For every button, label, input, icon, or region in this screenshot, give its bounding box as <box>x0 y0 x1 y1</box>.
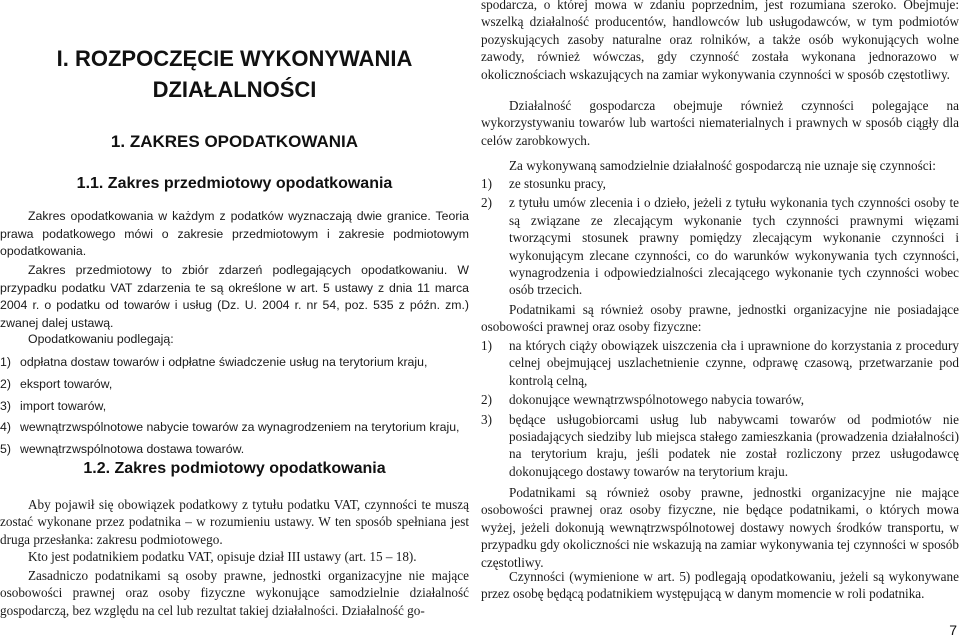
list-text: wewnątrzwspólnotowe nabycie towarów za wynagrodzeniem na terytorium kraju, <box>20 420 460 435</box>
paragraph: Za wykonywaną samodzielnie działalność gospodarczą nie uznaje się czynności: <box>509 158 936 173</box>
list-item <box>481 391 959 408</box>
section-title: 1. ZAKRES OPODATKOWANIA <box>110 132 359 151</box>
list-text: na których ciąży obowiązek uiszczenia cła i uprawnione do korzystania z procedury celnej obejmującej uszlachetnienie czynne, odprawę czasową, przetwarzanie pod kontrolą celną, <box>509 338 959 388</box>
list-text: odpłatna dostaw towarów i odpłatne świadczenie usług na terytorium kraju, <box>20 355 428 369</box>
list-number: 1) <box>481 176 492 191</box>
list-item <box>0 352 469 374</box>
list-number: 1) <box>0 355 11 369</box>
list-item <box>0 439 469 461</box>
subsection-title: 1.1. Zakres przedmiotowy opodatkowania <box>76 175 393 192</box>
taxable-activities-list <box>0 352 469 461</box>
paragraph: Czynności (wymienione w art. 5) podlegają opodatkowaniu, jeżeli są wykonywane przez osobę będącą podatnikiem występującą w danym momencie w roli podatnika. <box>481 569 959 602</box>
list-item <box>0 374 469 396</box>
paragraph: Podatnikami są również osoby prawne, jednostki organizacyjne nie posiadające osobowości prawnej oraz osoby fizyczne: <box>481 302 959 335</box>
list-text: dokonujące wewnątrzwspólnotowego nabycia towarów, <box>509 392 805 408</box>
paragraph: Działalność gospodarcza obejmuje również czynności polegające na wykorzystywaniu towarów lub wartości niematerialnych i prawnych w sposób ciągły dla celów zarobkowych. <box>481 98 959 148</box>
subsection-title: 1.2. Zakres podmiotowy opodatkowania <box>83 460 386 477</box>
paragraph: Kto jest podatnikiem podatku VAT, opisuje dział III ustawy (art. 15 – 18). <box>28 549 417 564</box>
excluded-activities-list <box>481 175 959 301</box>
list-text: import towarów, <box>20 398 107 413</box>
list-item <box>0 396 469 418</box>
taxpayers-list <box>481 337 959 482</box>
list-text: ze stosunku pracy, <box>509 176 606 191</box>
list-number: 3) <box>0 398 11 413</box>
list-number: 3) <box>481 411 492 427</box>
list-number: 2) <box>481 392 492 408</box>
list-number: 4) <box>0 420 11 435</box>
list-item <box>0 417 469 439</box>
paragraph: Opodatkowaniu podlegają: <box>28 332 174 346</box>
list-item <box>481 194 959 298</box>
list-text: eksport towarów, <box>20 376 113 391</box>
paragraph: Aby pojawił się obowiązek podatkowy z tytułu podatku VAT, czynności te muszą zostać wykonane przez podatnika – w rozumieniu ustawy. W ten sposób spełniana jest druga przesłanka: zakresu podmiotowego. <box>0 497 469 547</box>
list-item <box>481 175 959 192</box>
list-text: z tytułu umów zlecenia i o dzieło, jeżeli z tytułu wykonania tych czynności osoby te są związane ze zlecającym wykonanie tych czynności prawnymi więzami tworzącymi stosunek prawny pomiędzy zlecającym wykonanie czynności i wykonującym zlecane czynności, co do warunków wykonywania tych czynności, wynagrodzenia i odpowiedzialności zlecającego wykonanie tych czynności wobec osób trzecich. <box>509 195 959 298</box>
list-number: 2) <box>0 376 11 391</box>
paragraph: spodarcza, o której mowa w zdaniu poprzednim, jest rozumiana szeroko. Obejmuje: wszelką działalność producentów, handlowców lub usługodawców, w tym podmiotów pozyskujących zasoby naturalne oraz rolników, a także osób wykonujących wolne zawody, również wówczas, gdy czynność została wykonana jednorazowo w okolicznościach wskazujących na zamiar wykonywania czynności w sposób częstotliwy. <box>481 0 959 82</box>
paragraph: Zakres opodatkowania w każdym z podatków wyznaczają dwie granice. Teoria prawa podatkowego mówi o zakresie przedmiotowym i zakresie podmiotowym opodatkowania. <box>0 209 469 258</box>
list-number: 5) <box>0 442 11 457</box>
list-item <box>481 411 959 481</box>
list-text: wewnątrzwspólnotowa dostawa towarów. <box>20 442 245 457</box>
list-number: 1) <box>481 338 492 353</box>
paragraph: Podatnikami są również osoby prawne, jednostki organizacyjne nie mające osobowości prawnej oraz osoby fizyczne, nie będące podatnikami, o których mowa wyżej, jeżeli dokonują wewnątrzwspólnotowej dostawy nowych środków transportu, w przypadku gdy okoliczności nie wskazują na zamiar wykonywania tej czynności w sposób częstotliwy. <box>481 485 959 570</box>
page-number: 7 <box>949 622 957 638</box>
list-item <box>481 337 959 389</box>
list-number: 2) <box>481 195 492 211</box>
chapter-title: I. ROZPOCZĘCIE WYKONYWANIA DZIAŁALNOŚCI <box>56 46 413 102</box>
paragraph: Zakres przedmiotowy to zbiór zdarzeń podlegających opodatkowaniu. W przypadku podatku VAT zdarzenia te są określone w art. 5 ustawy z dnia 11 marca 2004 r. o podatku od towarów i usług (Dz. U. 2004 r. nr 54, poz. 535 z późn. zm.) zwanej dalej ustawą. <box>0 263 469 330</box>
paragraph: Zasadniczo podatnikami są osoby prawne, jednostki organizacyjne nie mające osobowości prawnej oraz osoby fizyczne wykonujące samodzielnie działalność gospodarczą, bez względu na cel lub rezultat takiej działalności. Działalność go- <box>0 568 469 618</box>
list-text: będące usługobiorcami usług lub nabywcami towarów od podmiotów nie posiadających siedziby lub miejsca stałego zamieszkania (prowadzenia działalności) na terytorium kraju, jeśli podatek nie został rozliczony przez usługodawcę dokonującego dostawy towarów na terytorium kraju. <box>509 411 959 479</box>
